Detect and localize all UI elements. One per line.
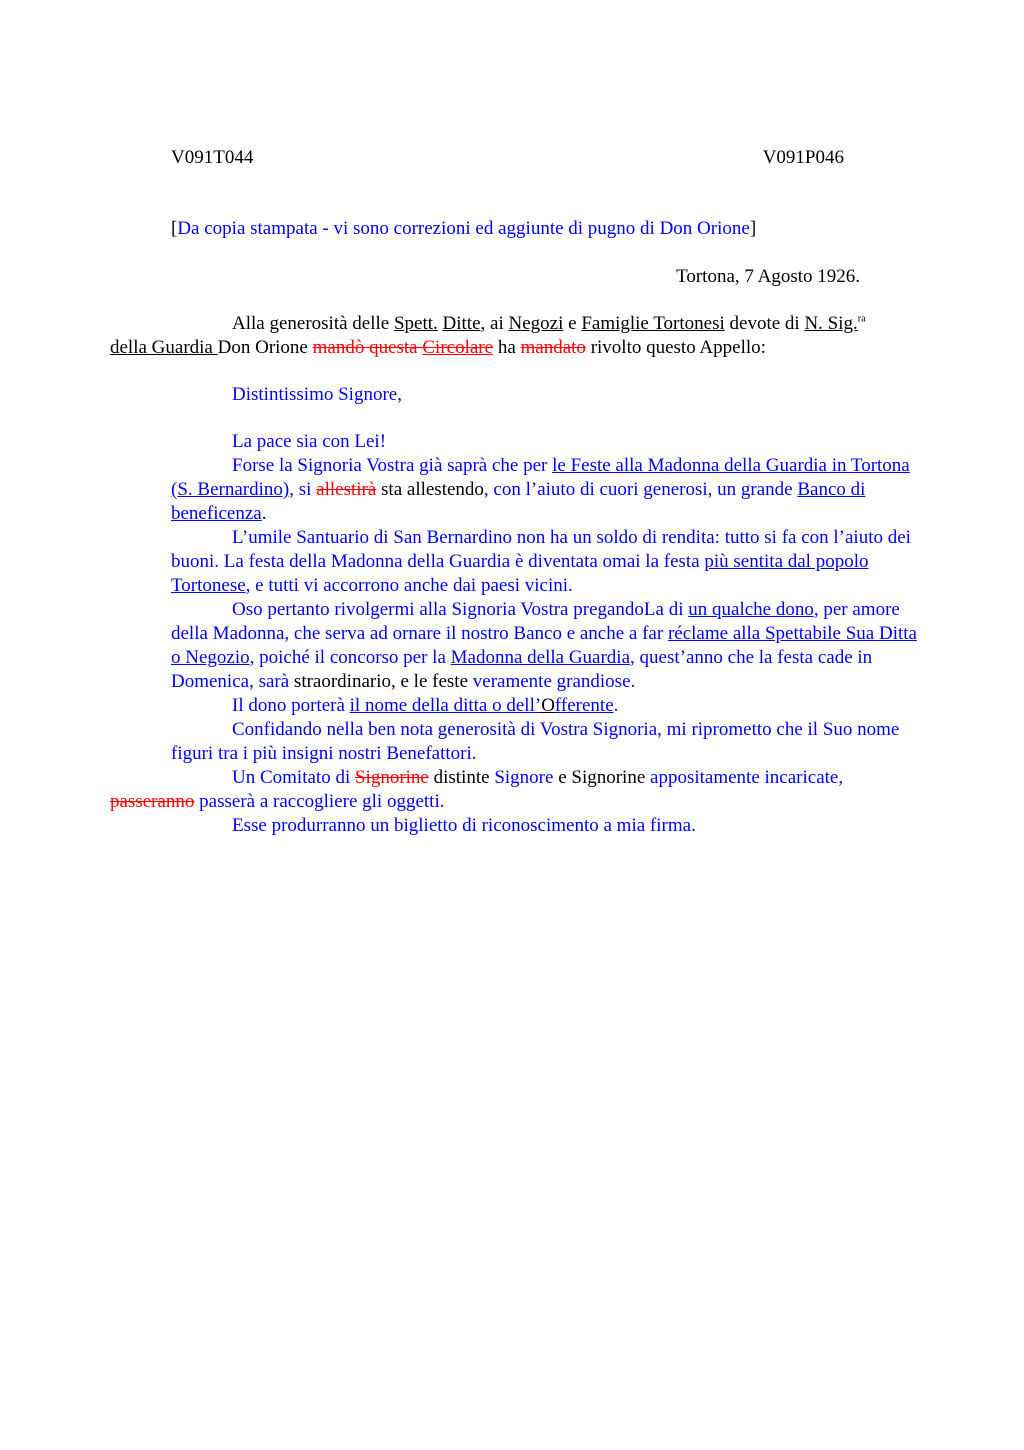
paragraph-2: L’umile Santuario di San Bernardino non ha un soldo di rendita: tutto si fa con l’aiuto dei buoni. La festa della Madonna della Guardia è diventata omai la festa più sentita dal popolo Tortonese, e tutti vi accorrono anche dai paesi vicini. bbox=[171, 527, 911, 596]
date-line: Tortona, 7 Agosto 1926. bbox=[676, 266, 860, 287]
paragraph-6: Un Comitato di Signorine distinte Signore e Signorine appositamente incaricate, passeranno passerà a raccogliere gli oggetti. bbox=[110, 767, 844, 812]
paragraph-7: Esse produrranno un biglietto di riconoscimento a mia firma. bbox=[232, 815, 696, 836]
source-note-text: Da copia stampata - vi sono correzioni ed aggiunte di pugno di Don Orione bbox=[177, 218, 750, 239]
paragraph-1: Forse la Signoria Vostra già saprà che per le Feste alla Madonna della Guardia in Tortona (S. Bernardino), si allestirà sta allestendo, con l’aiuto di cuori generosi, un grande Banco di beneficenza. bbox=[171, 455, 910, 524]
paragraph-3: Oso pertanto rivolgermi alla Signoria Vostra pregandoLa di un qualche dono, per amore della Madonna, che serva ad ornare il nostro Banco e anche a far réclame alla Spettabile Sua Ditta o Negozio, poiché il concorso per la Madonna della Guardia, quest’anno che la festa cade in Domenica, sarà straordinario, e le feste veramente grandiose. bbox=[171, 599, 917, 692]
salutation: Distintissimo Signore, bbox=[232, 384, 402, 405]
document-page bbox=[110, 146, 931, 838]
source-note: [Da copia stampata - vi sono correzioni ed aggiunte di pugno di Don Orione] bbox=[171, 218, 757, 239]
document-header bbox=[171, 146, 844, 170]
right-code: V091P046 bbox=[762, 147, 844, 168]
paragraph-4: Il dono porterà il nome della ditta o dell’Offerente. bbox=[232, 695, 619, 716]
left-code: V091T044 bbox=[171, 147, 254, 168]
paragraph-5: Confidando nella ben nota generosità di Vostra Signoria, mi riprometto che il Suo nome figuri tra i più insigni nostri Benefattori. bbox=[171, 719, 900, 764]
intro-paragraph: Alla generosità delle Spett. Ditte, ai Negozi e Famiglie Tortonesi devote di N. Sig.$^{ra}$ della Guardia Don Orione mandò questa Circolare ha mandato rivolto questo Appello: bbox=[110, 313, 866, 358]
pace-line: La pace sia con Lei! bbox=[232, 431, 387, 452]
